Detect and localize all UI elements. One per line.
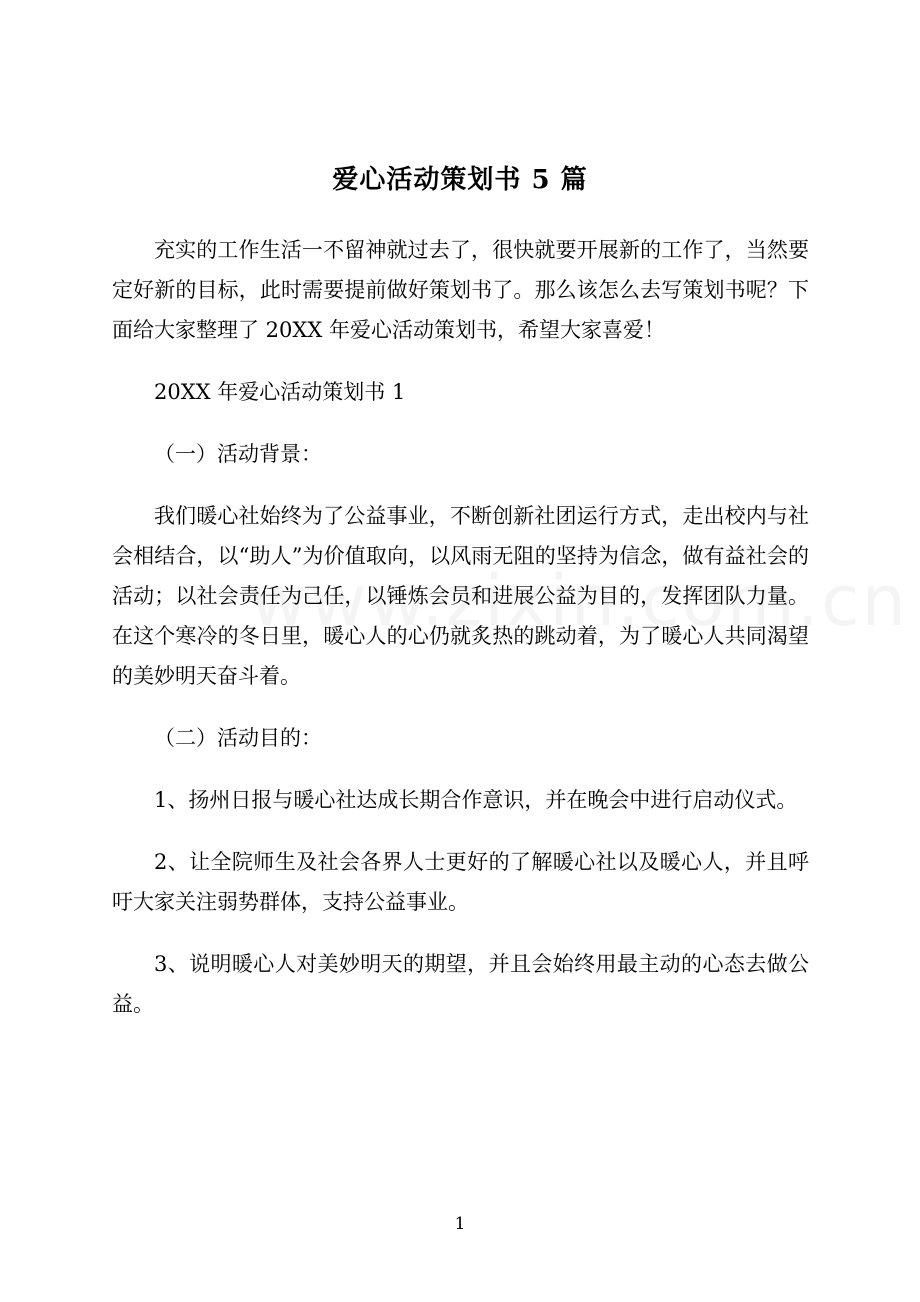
purpose-item-1: 1、扬州日报与暖心社达成长期合作意识，并在晚会中进行启动仪式。 (154, 788, 798, 812)
background-paragraph: 我们暖心社始终为了公益事业，不断创新社团运行方式，走出校内与社会相结合，以“助人”为价值取向，以风雨无阻的坚持为信念，做有益社会的活动；以社会责任为己任，以锤炼会员和进展公益为目的，发挥团队力量。在这个寒冷的冬日里，暖心人的心仍就炙热的跳动着，为了暖心人共同渴望的美妙明天奋斗着。 (112, 504, 809, 688)
purpose-item-3: 3、说明暖心人对美妙明天的期望，并且会始终用最主动的心态去做公益。 (112, 952, 809, 1016)
document-body (112, 230, 809, 1046)
section-heading: 20XX 年爱心活动策划书 1 (154, 380, 406, 404)
subsection-heading-purpose: （二）活动目的： (154, 726, 322, 750)
intro-paragraph: 充实的工作生活一不留神就过去了，很快就要开展新的工作了，当然要定好新的目标，此时需要提前做好策划书了。那么该怎么去写策划书呢？下面给大家整理了 20XX 年爱心活动策划书，希望大家喜爱！ (112, 238, 809, 342)
subsection-heading-background: （一）活动背景： (154, 442, 322, 466)
purpose-item-2: 2、让全院师生及社会各界人士更好的了解暖心社以及暖心人，并且呼吁大家关注弱势群体，支持公益事业。 (112, 850, 809, 914)
page-number: 1 (454, 1214, 466, 1234)
document-title: 爱心活动策划书 5 篇 (332, 165, 588, 195)
